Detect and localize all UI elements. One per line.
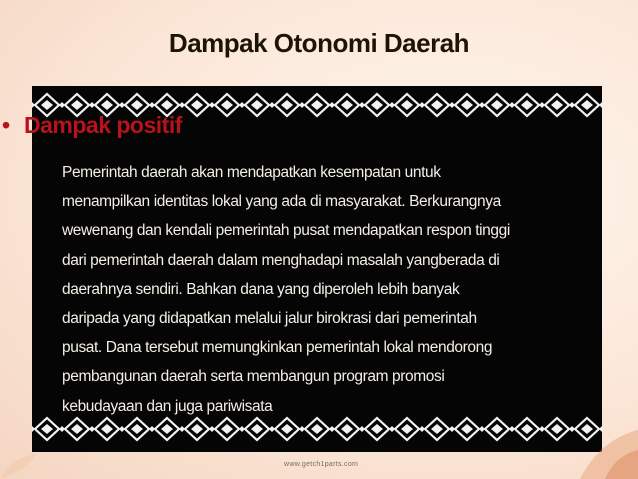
leaf-decoration-left — [0, 452, 40, 479]
body-paragraph — [62, 158, 602, 421]
paragraph-line: daerahnya sendiri. Bahkan dana yang diperoleh lebih banyak — [62, 280, 460, 298]
paragraph-line: daripada yang didapatkan melalui jalur birokrasi dari pemerintah — [62, 310, 477, 328]
paragraph-line: menampilkan identitas lokal yang ada di masyarakat. Berkurangnya — [62, 193, 501, 211]
paragraph-line: Pemerintah daerah akan mendapatkan kesempatan untuk — [62, 164, 441, 181]
paragraph-line: pembangunan daerah serta membangun program promosi — [62, 368, 445, 386]
bullet-heading — [2, 112, 182, 139]
leaf-decoration-right — [560, 420, 638, 479]
slide-title: Dampak Otonomi Daerah — [168, 28, 470, 58]
paragraph-line: dari pemerintah daerah dalam menghadapi masalah yangberada di — [62, 251, 500, 269]
paragraph-line: pusat. Dana tersebut memungkinkan pemerintah lokal mendorong — [62, 339, 493, 357]
paragraph-line: wewenang dan kendali pemerintah pusat mendapatkan respon tinggi — [62, 222, 510, 240]
paragraph-line: kebudayaan dan juga pariwisata — [62, 397, 273, 415]
watermark: www.getch1parts.com — [284, 461, 359, 468]
bullet-dot: • — [2, 112, 10, 138]
bullet-heading-text: Dampak positif — [24, 112, 182, 138]
